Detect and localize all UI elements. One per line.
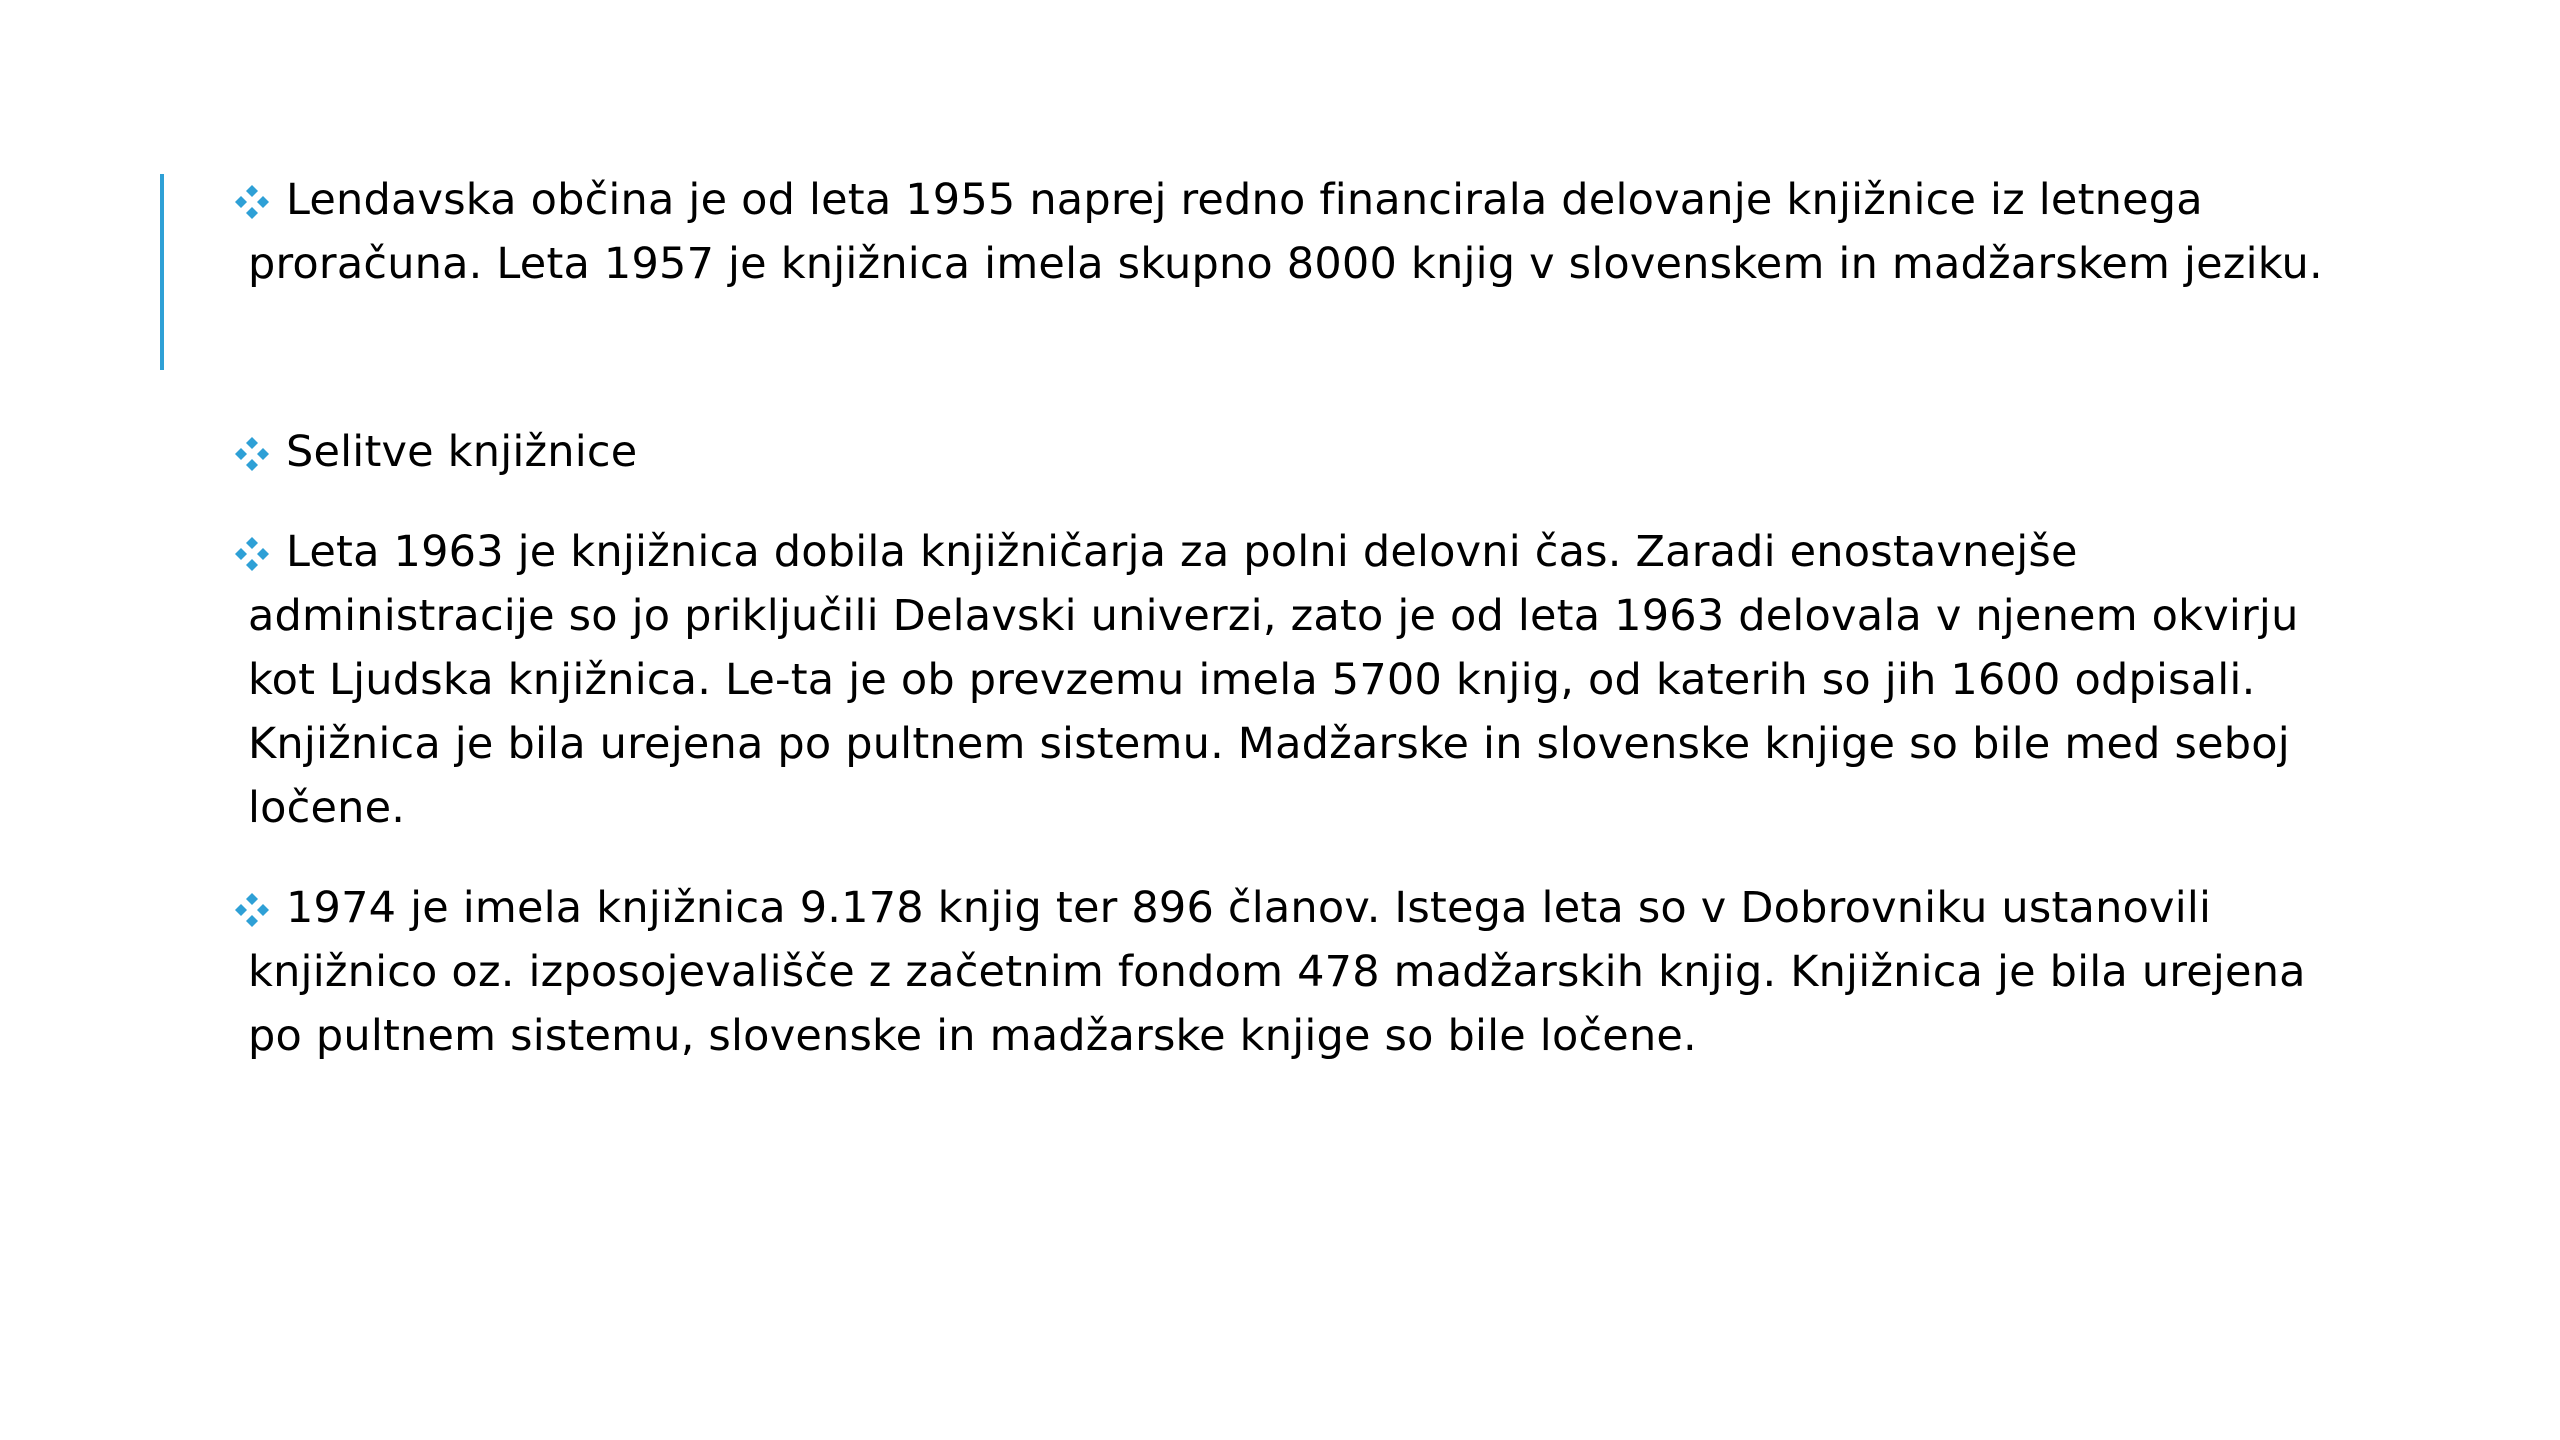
bullet-item [232,876,2352,1068]
bullet-text: Selitve knjižnice [286,427,638,477]
four-diamond-bullet-icon [232,534,272,574]
bullet-item [232,520,2352,840]
four-diamond-bullet-icon [232,890,272,930]
bullet-text: Lendavska občina je od leta 1955 naprej redno financirala delovanje knjižnice iz letnega proračuna. Leta 1957 je knjižnica imela skupno 8000 knjig v slovenskem in madžarskem jeziku. [248,175,2323,289]
four-diamond-bullet-icon [232,182,272,222]
accent-bar [160,174,164,370]
four-diamond-bullet-icon [232,434,272,474]
bullet-text: 1974 je imela knjižnica 9.178 knjig ter 896 članov. Istega leta so v Dobrovniku ustanovili knjižnico oz. izposojevališče z začetnim fondom 478 madžarskih knjig. Knjižnica je bila urejena po pultnem sistemu, slovenske in madžarske knjige so bile ločene. [248,883,2306,1061]
bullet-item [232,168,2352,296]
bullet-list [232,168,2352,1068]
bullet-item [232,420,2352,484]
bullet-text: Leta 1963 je knjižnica dobila knjižničarja za polni delovni čas. Zaradi enostavnejše administracije so jo priključili Delavski univerzi, zato je od leta 1963 delovala v njenem okvirju kot Ljudska knjižnica. Le-ta je ob prevzemu imela 5700 knjig, od katerih so jih 1600 odpisali. Knjižnica je bila urejena po pultnem sistemu. Madžarske in slovenske knjige so bile med seboj ločene. [248,527,2299,833]
